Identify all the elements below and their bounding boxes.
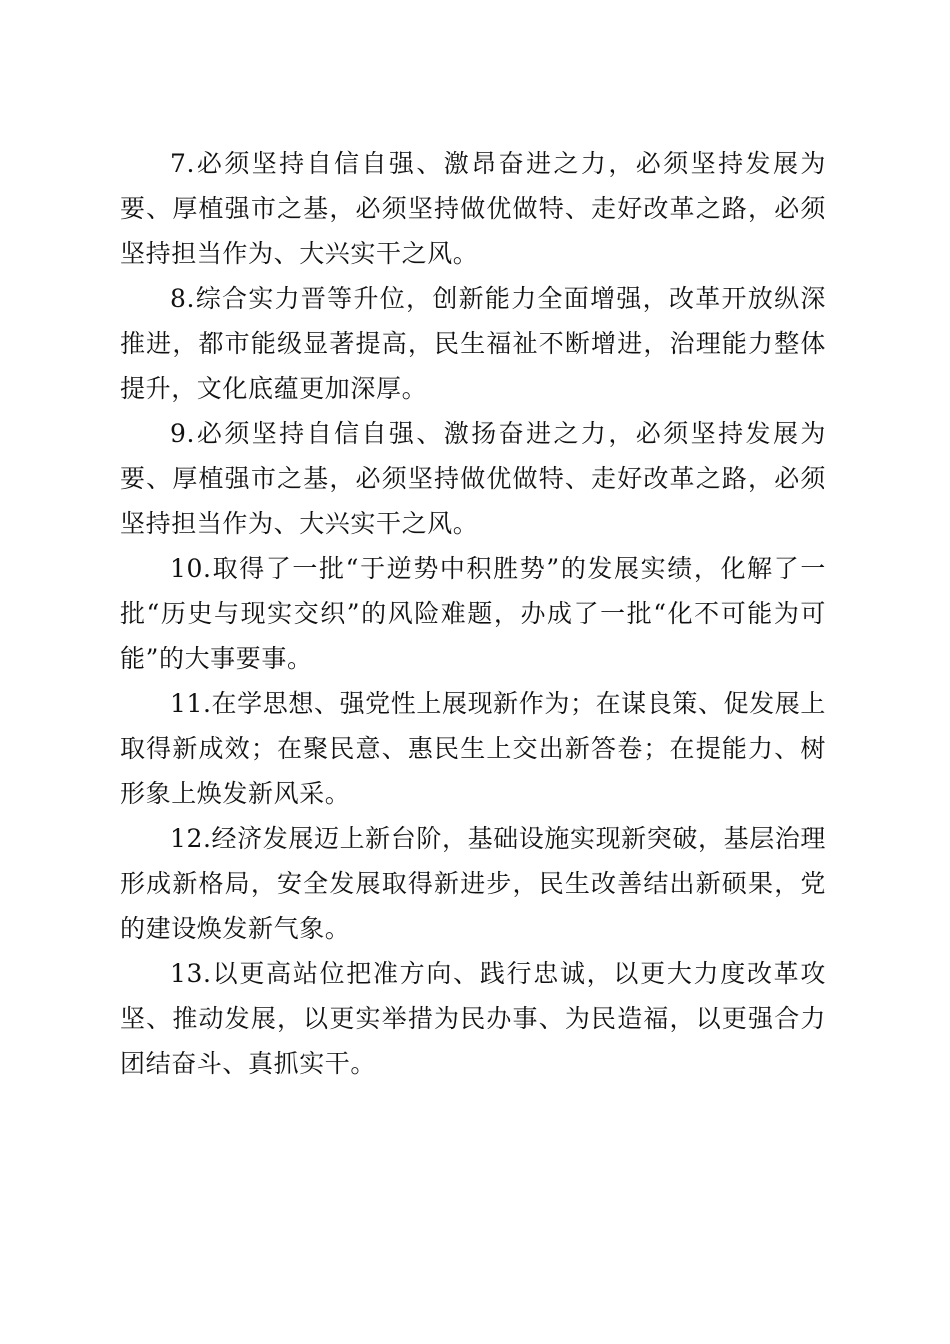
- paragraph-8: 8.综合实力晋等升位，创新能力全面增强，改革开放纵深推进，都市能级显著提高，民生福祉不断增进，治理能力整体提升，文化底蕴更加深厚。: [120, 284, 826, 403]
- paragraph-13: 13.以更高站位把准方向、践行忠诚，以更大力度改革攻坚、推动发展，以更实举措为民办事、为民造福，以更强合力团结奋斗、真抓实干。: [120, 959, 826, 1078]
- paragraph-9: 9.必须坚持自信自强、激扬奋进之力，必须坚持发展为要、厚植强市之基，必须坚持做优做特、走好改革之路，必须坚持担当作为、大兴实干之风。: [120, 419, 826, 538]
- paragraph-12: 12.经济发展迈上新台阶，基础设施实现新突破，基层治理形成新格局，安全发展取得新进步，民生改善结出新硕果，党的建设焕发新气象。: [120, 824, 826, 943]
- document-body: [120, 141, 826, 1086]
- paragraph-11: 11.在学思想、强党性上展现新作为；在谋良策、促发展上取得新成效；在聚民意、惠民生上交出新答卷；在提能力、树形象上焕发新风采。: [120, 689, 826, 808]
- paragraph-10: 10.取得了一批“于逆势中积胜势”的发展实绩，化解了一批“历史与现实交织”的风险难题，办成了一批“化不可能为可能”的大事要事。: [120, 554, 826, 673]
- paragraph-7: 7.必须坚持自信自强、激昂奋进之力，必须坚持发展为要、厚植强市之基，必须坚持做优做特、走好改革之路，必须坚持担当作为、大兴实干之风。: [120, 149, 826, 268]
